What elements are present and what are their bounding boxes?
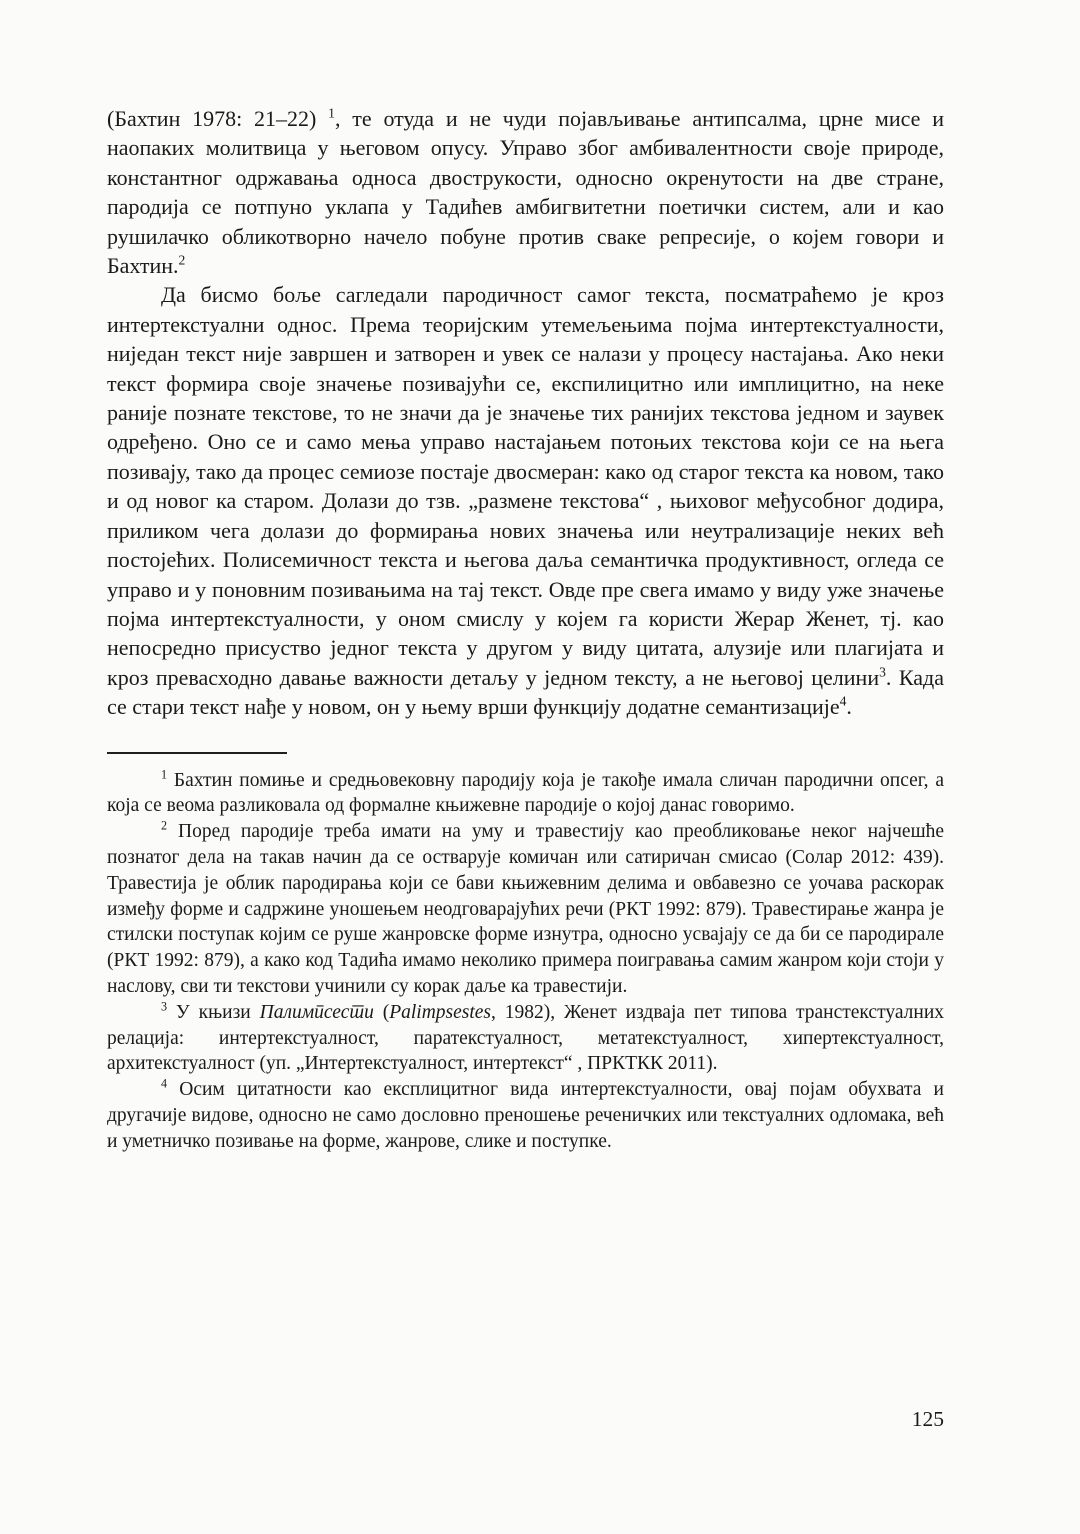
footnote-marker: 2 xyxy=(161,818,168,833)
footnote-marker: 4 xyxy=(161,1076,168,1091)
text-segment: . Када се стари текст нађе у новом, он у њему врши функцију додатне семантизације xyxy=(107,664,944,720)
footnote-marker: 2 xyxy=(178,252,186,268)
footnote-marker: 3 xyxy=(161,999,168,1014)
footnote-4 xyxy=(107,1077,944,1154)
text-segment: , 1982), Женет издваја пет типова транстекстуалних релација: интертекстуалност, паратекстуалност, метатекстуалност, хипертекстуалност, архитекстуалност (уп. „Интертекстуалност, интертекст“ , ПРКТКК 2011). xyxy=(107,1001,945,1075)
footnote-3 xyxy=(107,1000,944,1077)
paragraph-1 xyxy=(107,104,944,280)
text-segment: , те отуда и не чуди појављивање антипсалма, црне мисе и наопаких молитвица у његовом опусу. Управо због амбивалентности своје природе, константног одржавања односа двострукости, односно окренутости на две стране, пародија се потпуно уклапа у Тадићев амбигвитетни поетички систем, али и као рушилачко обликотворно начело побуне против сваке репресије, о којем говори и Бахтин. xyxy=(107,106,944,279)
text-segment: У књизи xyxy=(167,1001,260,1023)
footnotes xyxy=(107,768,944,1155)
footnote-1 xyxy=(107,768,944,820)
text-segment: Бахтин помиње и средњовековну пародију која је такође имала сличан пародични опсег, а која се веома разликовала од формалне књижевне пародије о којој данас говоримо. xyxy=(107,769,944,817)
text-segment: Осим цитатности као експлицитног вида интертекстуалности, овај појам обухвата и другачије видове, односно не само дословно преношење реченичких или текстуалних одломака, већ и уметничко позивање на форме, жанрове, слике и поступке. xyxy=(107,1079,944,1152)
text-segment: Поред пародије треба имати на уму и травестију као преобликовање неког најчешће познатог дела на такав начин да се остварује комичан или сатиричан смисао (Солар 2012: 439). Травестија је облик пародирања који се бави књижевним делима и овбавезно се уочава раскорак између форме и садржине уношењем неодговарајућих речи (РКТ 1992: 879). Травестирање жанра је стилски поступак којим се руше жанровске форме изнутра, односно усвајају се да би се пародирале (РКТ 1992: 879), а како код Тадића имамо неколико примера поигравања самим жанром који стоји у наслову, сви ти текстови учинили су корак даље ка травестији. xyxy=(107,821,944,997)
footnote-marker: 1 xyxy=(328,105,335,121)
page-number: 125 xyxy=(911,1407,944,1431)
footnote-marker: 3 xyxy=(879,664,886,680)
footnote-separator xyxy=(107,752,287,754)
main-text xyxy=(107,104,944,722)
italic-text-segment: Palimpsestes xyxy=(389,1001,492,1023)
text-segment: . xyxy=(846,694,852,720)
text-segment: (Бахтин 1978: 21–22) xyxy=(107,106,329,131)
text-segment: ( xyxy=(373,1001,390,1023)
paragraph-2 xyxy=(107,280,944,721)
footnote-2 xyxy=(107,819,944,1000)
footnote-marker: 1 xyxy=(161,767,168,782)
footnote-marker: 4 xyxy=(839,693,847,709)
italic-text-segment: Палимпсести xyxy=(259,1001,374,1023)
text-segment: Да бисмо боље сагледали пародичност самог текста, посматраћемо је кроз интертекстуални однос. Према теоријским утемељењима појма интертекстуалности, ниједан текст није завршен и затворен и увек се налази у процесу настајања. Ако неки текст формира своје значење позивајући се, експилицитно или имплицитно, на неке раније познате текстове, то не значи да је значење тих ранијих текстова једном и заувек одређено. Оно се и само мења управо настајањем потоњих текстова који се на њега позивају, тако да процес семиозе постаје двосмеран: како од старог текста ка новом, тако и од новог ка старом. Долази до тзв. „размене текстова“ , њиховог међусобног додира, приликом чега долази до формирања нових значења или неутрализације неких већ постојећих. Полисемичност текста и његова даља семантичка продуктивност, огледа се управо и у поновним позивањима на тај текст. Овде пре свега имамо у виду уже значење појма интертекстуалности, у оном смислу у којем га користи Жерар Женет, тј. као непосредно присуство једног текста у другом у виду цитата, алузије или плагијата и кроз превасходно давање важности детаљу у једном тексту, а не његовој целини xyxy=(107,282,944,690)
